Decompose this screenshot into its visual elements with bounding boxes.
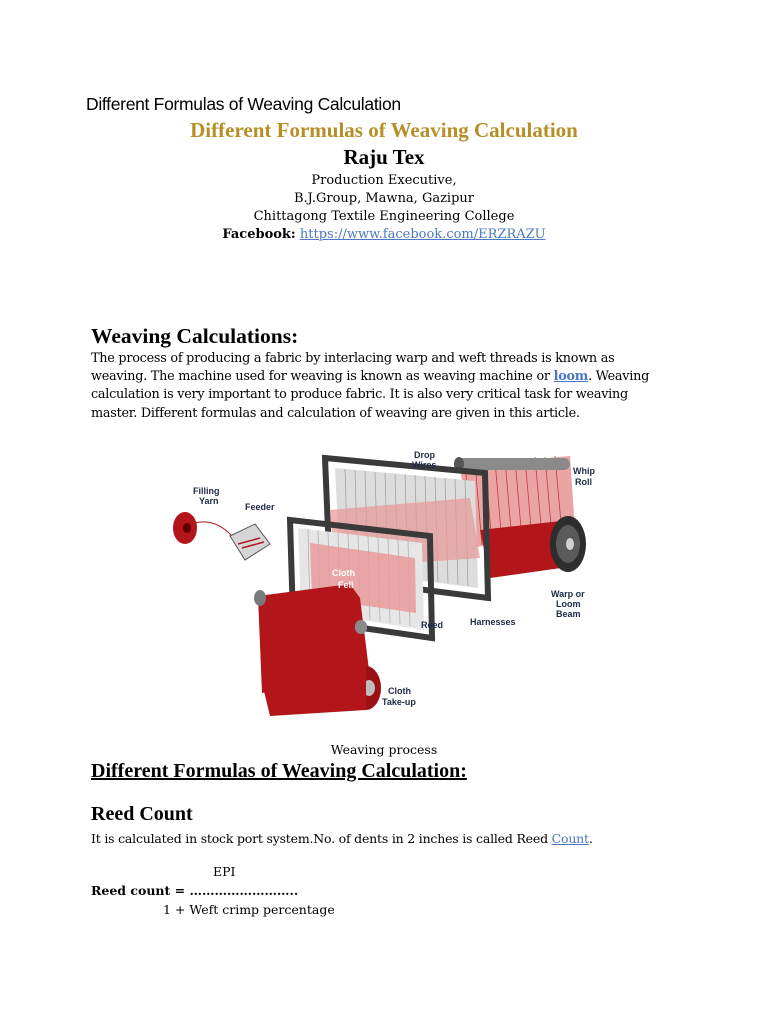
- label-harnesses: Harnesses: [470, 617, 516, 627]
- reed-count-description: [91, 831, 593, 846]
- label-feeder: Feeder: [245, 502, 275, 512]
- weaving-process-figure: [170, 448, 600, 718]
- formula-numerator: EPI: [213, 864, 236, 879]
- loom-link[interactable]: loom: [553, 369, 589, 385]
- subheading-reed-count: Reed Count: [91, 803, 193, 825]
- formula-denominator: 1 + Weft crimp percentage: [163, 902, 335, 917]
- label-whip-roll-2: Roll: [575, 477, 592, 487]
- author-name: Raju Tex: [343, 145, 425, 169]
- label-take-up-2: Take-up: [382, 697, 416, 707]
- figure-caption: Weaving process: [330, 742, 438, 757]
- label-whip-roll-1: Whip: [573, 466, 595, 476]
- author-position: Production Executive,: [311, 173, 457, 188]
- label-filling-yarn-2: Yarn: [199, 496, 219, 506]
- formula-lhs: Reed count = ……………………..: [91, 883, 299, 898]
- section-heading-formulas: Different Formulas of Weaving Calculation:: [91, 760, 467, 782]
- label-filling-yarn-1: Filling: [193, 486, 220, 496]
- label-warp-beam-3: Beam: [556, 609, 581, 619]
- label-cloth-fell-2: Fell: [338, 580, 354, 590]
- label-warp-beam-1: Warp or: [551, 589, 585, 599]
- facebook-label: Facebook:: [222, 227, 296, 242]
- facebook-link[interactable]: https://www.facebook.com/ERZRAZU: [299, 227, 546, 242]
- section-heading-weaving-calculations: Weaving Calculations:: [91, 324, 299, 348]
- facebook-line: [0, 227, 768, 242]
- viewer-title: Different Formulas of Weaving Calculation: [86, 94, 401, 114]
- intro-paragraph: [91, 350, 671, 423]
- label-warp-beam-2: Loom: [556, 599, 581, 609]
- count-link[interactable]: Count: [551, 831, 589, 846]
- intro-text-2: . Weaving calculation is very important to produce fabric. It is also very critical task for weaving master. Different formulas and calculation of weaving are given in this article.: [91, 369, 650, 421]
- reed-text-1: It is calculated in stock port system.No. of dents in 2 inches is called Reed: [91, 831, 552, 846]
- author-company: B.J.Group, Mawna, Gazipur: [293, 191, 475, 206]
- label-drop-wires-1: Drop: [414, 450, 435, 460]
- author-college: Chittagong Textile Engineering College: [253, 209, 515, 224]
- label-drop-wires-2: Wires: [412, 460, 437, 470]
- label-take-up-1: Cloth: [388, 686, 411, 696]
- document-title: Different Formulas of Weaving Calculation: [190, 118, 578, 142]
- label-cloth-fell-1: Cloth: [332, 568, 355, 578]
- filling-yarn: [173, 512, 232, 544]
- reed-text-2: .: [588, 831, 593, 846]
- feeder: [230, 524, 270, 560]
- intro-text-1: The process of producing a fabric by interlacing warp and weft threads is known as weaving. The machine used for weaving is known as weaving machine or: [91, 351, 615, 385]
- label-reed: Reed: [421, 620, 444, 630]
